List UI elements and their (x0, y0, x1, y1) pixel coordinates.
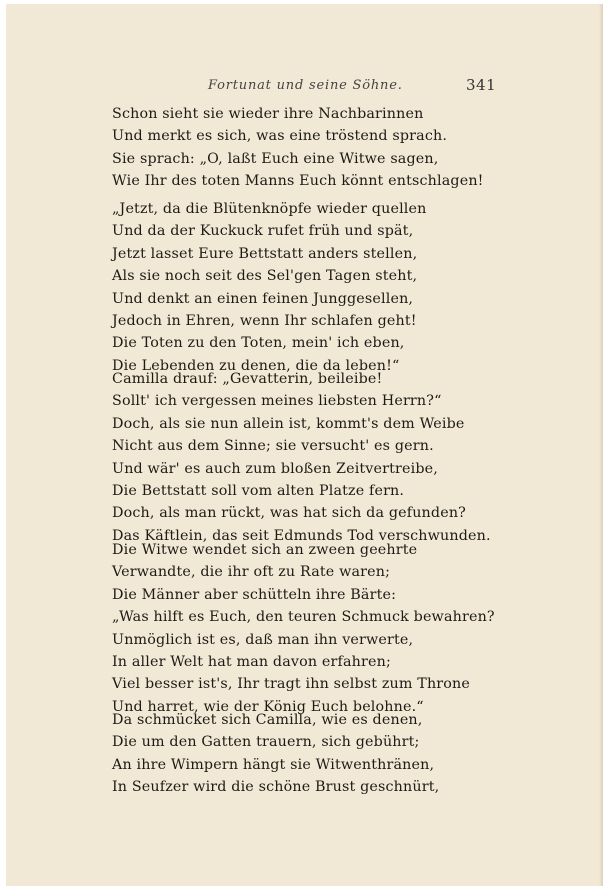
verse-line: Die Witwe wendet sich an zween geehrte (112, 542, 418, 558)
verse-line: „Jetzt, da die Blütenknöpfe wieder quellen (112, 201, 427, 217)
book-page (6, 4, 603, 886)
verse-line: Jedoch in Ehren, wenn Ihr schlafen geht! (112, 312, 417, 329)
stanza-4 (112, 539, 582, 718)
stanza-3 (112, 368, 582, 547)
verse-line: Das Käftlein, das seit Edmunds Tod verschwunden. (112, 527, 491, 544)
verse-line: Die Toten zu den Toten, mein' ich eben, (112, 335, 405, 352)
verse-line: Verwandte, die ihr oft zu Rate waren; (112, 564, 391, 581)
verse-line: Doch, als man rückt, was hat sich da gefunden? (112, 505, 466, 522)
verse-line: Sie sprach: „O, laßt Euch eine Witwe sagen, (112, 150, 439, 167)
verse-line: Viel besser ist's, Ihr tragt ihn selbst zum Throne (112, 676, 471, 693)
running-head (6, 78, 603, 98)
verse-line: Jetzt lasset Eure Bettstatt anders stellen, (112, 245, 418, 262)
stanza-2 (112, 198, 582, 377)
verse-line: Die Lebenden zu denen, die da leben!“ (112, 357, 400, 374)
verse-line: An ihre Wimpern hängt sie Witwenthränen, (112, 756, 435, 773)
verse-line: Unmöglich ist es, daß man ihn verwerte, (112, 631, 414, 648)
verse-line: In aller Welt hat man davon erfahren; (112, 653, 391, 670)
stanza-5 (112, 709, 582, 799)
verse-line: In Seufzer wird die schöne Brust geschnürt, (112, 779, 440, 796)
verse-line: Und merkt es sich, was eine tröstend sprach. (112, 128, 448, 145)
verse-line: Die Männer aber schütteln ihre Bärte: (112, 586, 397, 603)
verse-line: Und denkt an einen feinen Junggesellen, (112, 290, 414, 307)
verse-line: Und da der Kuckuck rufet früh und spät, (112, 223, 414, 240)
verse-line: Nicht aus dem Sinne; sie versucht' es gern. (112, 438, 434, 455)
running-title: Fortunat und seine Söhne. (208, 78, 403, 93)
page-number: 341 (466, 76, 497, 94)
verse-line: Und harret, wie der König Euch belohne.“ (112, 698, 424, 715)
verse-line: Wie Ihr des toten Manns Euch könnt entschlagen! (112, 173, 484, 190)
verse-line: „Was hilft es Euch, den teuren Schmuck bewahren? (112, 609, 495, 626)
verse-line: Die um den Gatten trauern, sich gebührt; (112, 734, 420, 751)
verse-line: Da schmücket sich Camilla, wie es denen, (112, 712, 423, 728)
verse-line: Doch, als sie nun allein ist, kommt's dem Weibe (112, 415, 465, 432)
verse-line: Und wär' es auch zum bloßen Zeitvertreibe, (112, 460, 438, 477)
verse-line: Schon sieht sie wieder ihre Nachbarinnen (112, 106, 424, 122)
verse-line: Camilla drauf: „Gevatterin, beileibe! (112, 371, 383, 387)
verse-line: Sollt' ich vergessen meines liebsten Herrn?“ (112, 393, 442, 410)
verse-line: Als sie noch seit des Sel'gen Tagen steht, (112, 268, 418, 285)
verse-line: Die Bettstatt soll vom alten Platze fern. (112, 482, 405, 499)
stanza-1 (112, 103, 582, 193)
page-edge-shadow (599, 4, 603, 886)
